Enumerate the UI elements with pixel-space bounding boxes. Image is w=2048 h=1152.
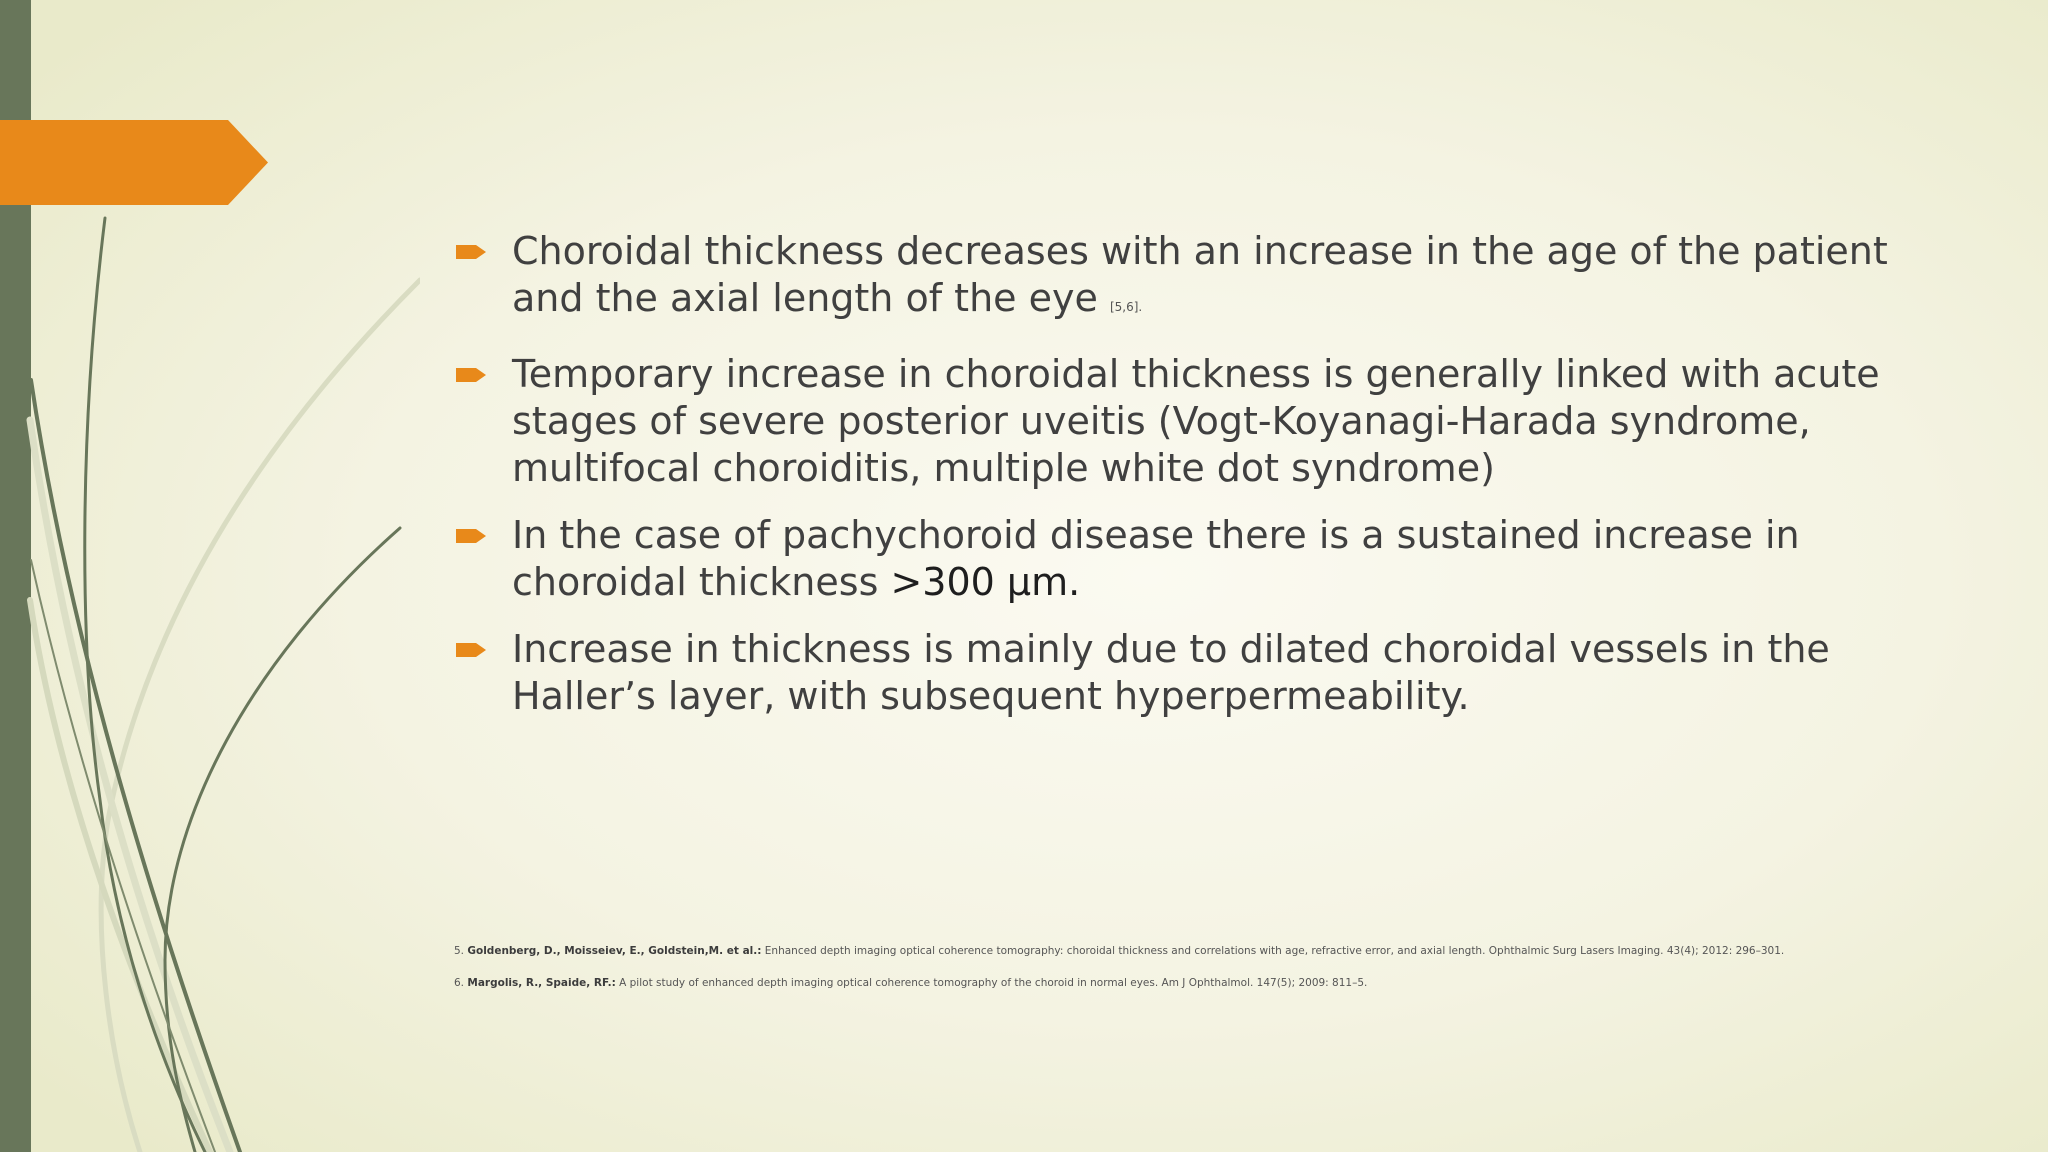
bullet-list — [455, 228, 1935, 740]
references — [454, 944, 2014, 1008]
orange-arrow-bullet-icon — [456, 526, 486, 546]
citation: [5,6]. — [1109, 300, 1143, 314]
bullet-text: Increase in thickness is mainly due to dilated choroidal vessels in the Haller’s layer, with subsequent hyperpermeability. — [512, 627, 1830, 718]
reference-6 — [454, 976, 2014, 990]
bullet-item-4 — [455, 626, 1935, 720]
reference-number: 5. — [454, 945, 465, 957]
reference-text: Enhanced depth imaging optical coherence tomography: choroidal thickness and correlations with age, refractive error, and axial length. Ophthalmic Surg Lasers Imaging. 43(4); 2012: 296–301. — [764, 945, 1785, 957]
reference-text: A pilot study of enhanced depth imaging optical coherence tomography of the choroid in normal eyes. Am J Ophthalmol. 147(5); 2009: 811–5. — [619, 977, 1368, 989]
reference-5 — [454, 944, 2014, 958]
bullet-text: In the case of pachychoroid disease there is a sustained increase in choroidal thickness — [512, 513, 1800, 604]
orange-arrow-bullet-icon — [456, 640, 486, 660]
title-tab-arrow — [0, 120, 268, 205]
bullet-text: Temporary increase in choroidal thickness is generally linked with acute stages of severe posterior uveitis (Vogt-Koyanagi-Harada syndrome, multifocal choroiditis, multiple white dot syndrome) — [512, 352, 1880, 490]
bullet-item-3 — [455, 512, 1935, 606]
bullet-item-1 — [455, 228, 1935, 331]
orange-arrow-bullet-icon — [456, 242, 486, 262]
thickness-value: >300 μm. — [890, 560, 1081, 604]
bullet-item-2 — [455, 351, 1935, 492]
orange-arrow-bullet-icon — [456, 365, 486, 385]
bullet-text: Choroidal thickness decreases with an increase in the age of the patient and the axial length of the eye — [512, 229, 1888, 320]
reference-authors: Goldenberg, D., Moisseiev, E., Goldstein,M. et al.: — [467, 945, 762, 957]
reference-authors: Margolis, R., Spaide, RF.: — [467, 977, 616, 989]
reference-number: 6. — [454, 977, 465, 989]
